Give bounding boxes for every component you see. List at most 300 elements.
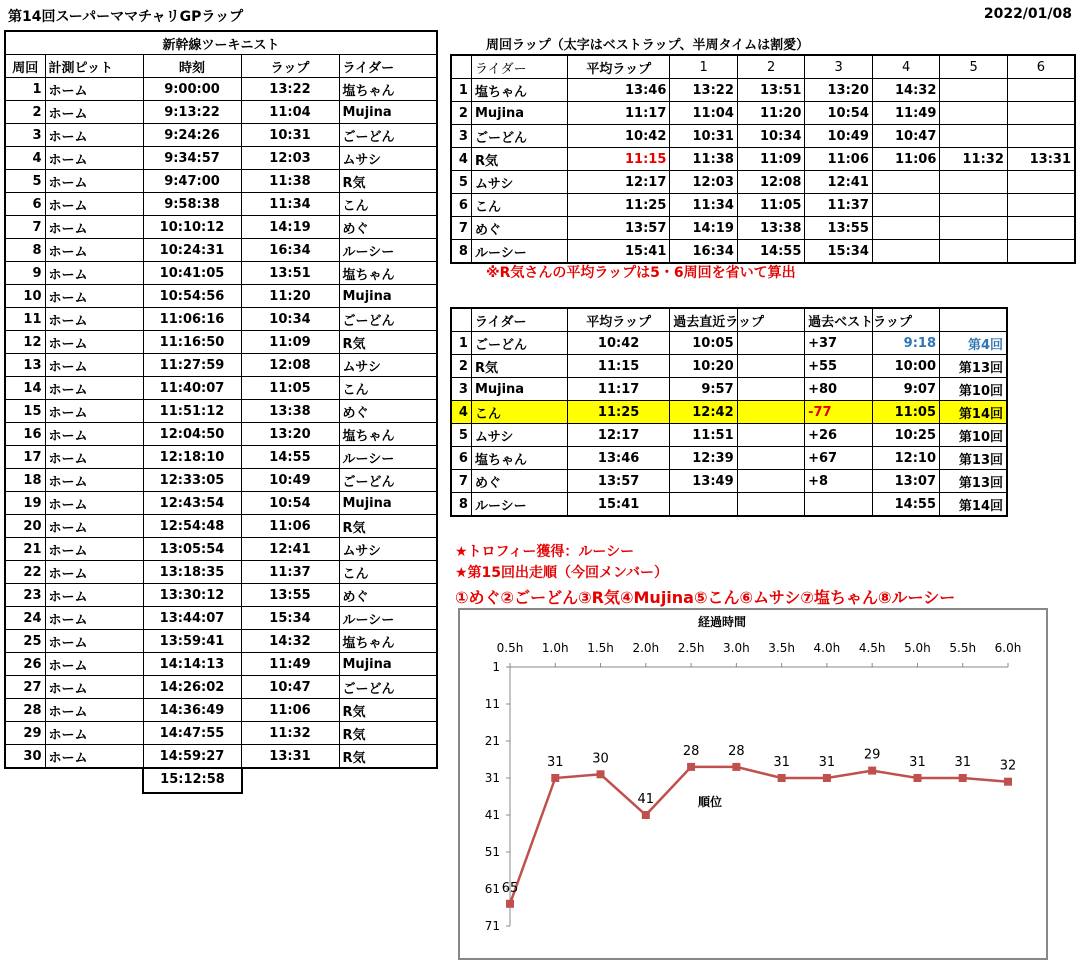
lap-cell: 14 bbox=[5, 377, 45, 400]
rider-lap: 11:38 bbox=[670, 148, 738, 171]
rider-lap: 11:49 bbox=[872, 102, 940, 125]
lap-cell: 13:44:07 bbox=[143, 607, 241, 630]
comparison-recent: 12:39 bbox=[670, 447, 737, 470]
lap-cell: 13:51 bbox=[241, 262, 339, 285]
x-tick-label: 5.0h bbox=[904, 641, 931, 655]
comparison-table bbox=[450, 307, 1008, 517]
lap-cell: 12:43:54 bbox=[143, 492, 241, 515]
table-row bbox=[5, 469, 437, 492]
rider-laps-table bbox=[450, 54, 1076, 264]
comparison-no: 6 bbox=[451, 447, 471, 470]
lap-cell: ホーム bbox=[45, 446, 143, 469]
lap-cell: 塩ちゃん bbox=[339, 630, 437, 653]
lap-cell: 10:10:12 bbox=[143, 216, 241, 239]
comparison-no: 3 bbox=[451, 378, 471, 401]
lap-cell: 12:33:05 bbox=[143, 469, 241, 492]
rider-lap bbox=[940, 79, 1008, 102]
rider-lap bbox=[1007, 79, 1075, 102]
table-row bbox=[5, 147, 437, 170]
table-row bbox=[451, 401, 1007, 424]
rider-lap bbox=[940, 194, 1008, 217]
comparison-spacer bbox=[737, 493, 804, 517]
lap-cell: 11 bbox=[5, 308, 45, 331]
table-row bbox=[5, 538, 437, 561]
rider-avg-lap: 13:46 bbox=[568, 79, 670, 102]
comparison-corner bbox=[451, 308, 471, 332]
rider-laps-col-header: 5 bbox=[940, 55, 1008, 79]
rank-point bbox=[959, 774, 967, 782]
rank-point bbox=[551, 774, 559, 782]
comparison-best: 9:07 bbox=[872, 378, 939, 401]
table-row bbox=[5, 216, 437, 239]
rider-lap: 13:55 bbox=[805, 217, 873, 240]
lap-cell: 9:00:00 bbox=[143, 78, 241, 101]
lap-cell: 2 bbox=[5, 101, 45, 124]
table-row bbox=[5, 584, 437, 607]
lap-cell: 10:31 bbox=[241, 124, 339, 147]
rider-lap: 11:06 bbox=[872, 148, 940, 171]
y-tick-label: 31 bbox=[484, 771, 500, 785]
comparison-round: 第4回 bbox=[940, 332, 1007, 355]
lap-cell: ホーム bbox=[45, 331, 143, 354]
lap-cell: 13:59:41 bbox=[143, 630, 241, 653]
lap-col-header: ライダー bbox=[339, 55, 437, 78]
comparison-avg: 10:42 bbox=[568, 332, 670, 355]
table-row bbox=[451, 217, 1075, 240]
comparison-recent: 11:51 bbox=[670, 424, 737, 447]
comparison-round: 第13回 bbox=[940, 355, 1007, 378]
lap-cell: 19 bbox=[5, 492, 45, 515]
y-tick-label: 41 bbox=[484, 808, 500, 822]
lap-cell: ホーム bbox=[45, 538, 143, 561]
lap-cell: 14:14:13 bbox=[143, 653, 241, 676]
rider-avg-lap: 15:41 bbox=[568, 240, 670, 264]
order-title: ★第15回出走順（今回メンバー） bbox=[455, 565, 669, 581]
lap-cell: ホーム bbox=[45, 676, 143, 699]
rider-lap: 11:37 bbox=[805, 194, 873, 217]
comparison-recent: 12:42 bbox=[670, 401, 737, 424]
comparison-no: 5 bbox=[451, 424, 471, 447]
comparison-avg: 15:41 bbox=[568, 493, 670, 517]
comparison-best: 9:18 bbox=[872, 332, 939, 355]
comparison-avg: 11:25 bbox=[568, 401, 670, 424]
lap-cell: 10:47 bbox=[241, 676, 339, 699]
comparison-diff: +67 bbox=[805, 447, 872, 470]
lap-cell: 12:18:10 bbox=[143, 446, 241, 469]
rank-data-label: 31 bbox=[954, 755, 972, 770]
lap-cell: ホーム bbox=[45, 630, 143, 653]
rider-name: ルーシー bbox=[471, 240, 567, 264]
lap-cell: ごーどん bbox=[339, 676, 437, 699]
rider-no: 6 bbox=[451, 194, 471, 217]
rider-lap: 11:32 bbox=[940, 148, 1008, 171]
rank-point bbox=[597, 770, 605, 778]
comparison-best: 10:00 bbox=[872, 355, 939, 378]
table-row bbox=[5, 354, 437, 377]
lap-cell: 11:09 bbox=[241, 331, 339, 354]
x-tick-label: 2.0h bbox=[632, 641, 660, 655]
lap-col-header: 時刻 bbox=[143, 55, 241, 78]
rider-avg-lap: 13:57 bbox=[568, 217, 670, 240]
chart-title: 経過時間 bbox=[697, 615, 747, 629]
lap-cell: 30 bbox=[5, 745, 45, 769]
rank-point bbox=[823, 774, 831, 782]
comparison-spacer bbox=[737, 332, 804, 355]
y-tick-label: 71 bbox=[484, 919, 500, 933]
lap-cell: ホーム bbox=[45, 308, 143, 331]
start-order: ①めぐ②ごーどん③R気④Mujina⑤こん⑥ムサシ⑦塩ちゃん⑧ルーシー bbox=[455, 588, 956, 607]
lap-cell: ホーム bbox=[45, 170, 143, 193]
rider-lap bbox=[1007, 171, 1075, 194]
rank-chart bbox=[458, 608, 1048, 960]
rider-laps-col-header: ライダー bbox=[471, 55, 567, 79]
rider-lap bbox=[1007, 194, 1075, 217]
table-row bbox=[5, 492, 437, 515]
lap-cell: R気 bbox=[339, 170, 437, 193]
table-row bbox=[5, 331, 437, 354]
lap-cell: ルーシー bbox=[339, 239, 437, 262]
comparison-no: 7 bbox=[451, 470, 471, 493]
lap-cell: 22 bbox=[5, 561, 45, 584]
lap-cell: ホーム bbox=[45, 285, 143, 308]
table-row bbox=[5, 630, 437, 653]
rider-laps-col-header: 4 bbox=[872, 55, 940, 79]
rank-point bbox=[732, 763, 740, 771]
rider-avg-lap: 11:15 bbox=[568, 148, 670, 171]
comparison-col-header: 平均ラップ bbox=[568, 308, 670, 332]
rank-point bbox=[913, 774, 921, 782]
comparison-rider: R気 bbox=[471, 355, 567, 378]
table-row bbox=[5, 653, 437, 676]
comparison-diff: +80 bbox=[805, 378, 872, 401]
lap-cell: ホーム bbox=[45, 561, 143, 584]
lap-cell: こん bbox=[339, 193, 437, 216]
lap-cell: 9:47:00 bbox=[143, 170, 241, 193]
comparison-spacer bbox=[737, 378, 804, 401]
rank-point bbox=[506, 900, 514, 908]
rider-lap bbox=[1007, 217, 1075, 240]
lap-cell: ホーム bbox=[45, 354, 143, 377]
lap-cell: 9:13:22 bbox=[143, 101, 241, 124]
lap-cell: 9:24:26 bbox=[143, 124, 241, 147]
y-tick-label: 1 bbox=[492, 660, 500, 674]
rank-data-label: 30 bbox=[592, 751, 609, 767]
rank-data-label: 28 bbox=[728, 743, 745, 759]
comparison-rider: Mujina bbox=[471, 378, 567, 401]
rider-lap bbox=[1007, 125, 1075, 148]
lap-cell: ムサシ bbox=[339, 354, 437, 377]
lap-cell: 11:27:59 bbox=[143, 354, 241, 377]
comparison-col-header: ライダー bbox=[471, 308, 567, 332]
comparison-spacer bbox=[737, 424, 804, 447]
rider-lap: 11:04 bbox=[670, 102, 738, 125]
lap-cell: R気 bbox=[339, 699, 437, 722]
comparison-avg: 12:17 bbox=[568, 424, 670, 447]
lap-cell: 14:36:49 bbox=[143, 699, 241, 722]
lap-cell: 14:55 bbox=[241, 446, 339, 469]
comparison-avg: 13:57 bbox=[568, 470, 670, 493]
x-tick-label: 5.5h bbox=[949, 641, 977, 655]
rider-lap bbox=[1007, 102, 1075, 125]
table-row bbox=[451, 470, 1007, 493]
lap-cell: 3 bbox=[5, 124, 45, 147]
lap-cell: ホーム bbox=[45, 492, 143, 515]
rank-chart-svg bbox=[460, 610, 1046, 958]
comparison-round: 第13回 bbox=[940, 470, 1007, 493]
lap-cell: 13:18:35 bbox=[143, 561, 241, 584]
lap-cell: ホーム bbox=[45, 469, 143, 492]
lap-cell: ホーム bbox=[45, 722, 143, 745]
lap-cell: 塩ちゃん bbox=[339, 78, 437, 101]
table-row bbox=[5, 699, 437, 722]
table-row bbox=[451, 79, 1075, 102]
lap-cell: ごーどん bbox=[339, 124, 437, 147]
lap-cell: ホーム bbox=[45, 216, 143, 239]
lap-cell: 21 bbox=[5, 538, 45, 561]
rank-point bbox=[778, 774, 786, 782]
table-row bbox=[5, 722, 437, 745]
table-row bbox=[451, 240, 1075, 264]
lap-cell: 26 bbox=[5, 653, 45, 676]
series-label: 順位 bbox=[697, 795, 723, 809]
rider-lap bbox=[872, 240, 940, 264]
rider-avg-lap: 10:42 bbox=[568, 125, 670, 148]
lap-cell: R気 bbox=[339, 515, 437, 538]
date-label: 2022/01/08 bbox=[983, 6, 1072, 22]
comparison-no: 2 bbox=[451, 355, 471, 378]
y-tick-label: 11 bbox=[484, 697, 500, 711]
rider-lap: 13:51 bbox=[737, 79, 805, 102]
comparison-avg: 11:15 bbox=[568, 355, 670, 378]
lap-cell: 14:59:27 bbox=[143, 745, 241, 769]
rider-lap: 11:09 bbox=[737, 148, 805, 171]
lap-cell: 11:51:12 bbox=[143, 400, 241, 423]
rider-no: 7 bbox=[451, 217, 471, 240]
lap-cell: R気 bbox=[339, 745, 437, 769]
lap-cell: こん bbox=[339, 561, 437, 584]
rank-point bbox=[687, 763, 695, 771]
rider-lap: 12:41 bbox=[805, 171, 873, 194]
rider-laps-col-header: 平均ラップ bbox=[568, 55, 670, 79]
rider-lap bbox=[940, 240, 1008, 264]
trophy-note: ★トロフィー獲得：ルーシー bbox=[455, 544, 635, 560]
x-tick-label: 3.5h bbox=[768, 641, 795, 655]
lap-cell: ムサシ bbox=[339, 538, 437, 561]
comparison-recent: 13:49 bbox=[670, 470, 737, 493]
rider-lap: 12:08 bbox=[737, 171, 805, 194]
table-row bbox=[5, 446, 437, 469]
lap-cell: 13:38 bbox=[241, 400, 339, 423]
x-tick-label: 4.5h bbox=[858, 641, 886, 655]
lap-cell: 16:34 bbox=[241, 239, 339, 262]
comparison-spacer bbox=[737, 447, 804, 470]
rider-avg-lap: 12:17 bbox=[568, 171, 670, 194]
lap-cell: ホーム bbox=[45, 423, 143, 446]
finish-time: 15:12:58 bbox=[142, 768, 243, 794]
rider-lap: 13:22 bbox=[670, 79, 738, 102]
lap-cell: 10:54 bbox=[241, 492, 339, 515]
lap-cell: めぐ bbox=[339, 216, 437, 239]
rank-point bbox=[642, 811, 650, 819]
lap-cell: 14:32 bbox=[241, 630, 339, 653]
rider-lap: 16:34 bbox=[670, 240, 738, 264]
rider-name: R気 bbox=[471, 148, 567, 171]
comparison-best: 10:25 bbox=[872, 424, 939, 447]
comparison-no: 8 bbox=[451, 493, 471, 517]
lap-cell: 5 bbox=[5, 170, 45, 193]
rider-lap: 13:38 bbox=[737, 217, 805, 240]
table-row bbox=[5, 78, 437, 101]
lap-cell: 11:16:50 bbox=[143, 331, 241, 354]
lap-cell: ホーム bbox=[45, 101, 143, 124]
rank-data-label: 31 bbox=[773, 755, 790, 770]
lap-cell: めぐ bbox=[339, 400, 437, 423]
lap-cell: ムサシ bbox=[339, 147, 437, 170]
lap-cell: 11:05 bbox=[241, 377, 339, 400]
lap-cell: 11:04 bbox=[241, 101, 339, 124]
lap-cell: 11:34 bbox=[241, 193, 339, 216]
lap-cell: ルーシー bbox=[339, 446, 437, 469]
lap-cell: ごーどん bbox=[339, 469, 437, 492]
rider-no: 1 bbox=[451, 79, 471, 102]
x-tick-label: 6.0h bbox=[994, 641, 1022, 655]
lap-cell: 10:54:56 bbox=[143, 285, 241, 308]
lap-col-header: 周回 bbox=[5, 55, 45, 78]
table-row bbox=[5, 676, 437, 699]
rider-lap: 13:31 bbox=[1007, 148, 1075, 171]
table-row bbox=[5, 239, 437, 262]
lap-cell: 6 bbox=[5, 193, 45, 216]
rider-lap bbox=[940, 217, 1008, 240]
lap-cell: 16 bbox=[5, 423, 45, 446]
lap-cell: 13:22 bbox=[241, 78, 339, 101]
y-tick-label: 51 bbox=[484, 845, 500, 859]
rider-lap bbox=[940, 102, 1008, 125]
table-row bbox=[5, 561, 437, 584]
lap-cell: Mujina bbox=[339, 653, 437, 676]
comparison-diff: +55 bbox=[805, 355, 872, 378]
lap-cell: 11:32 bbox=[241, 722, 339, 745]
table-row bbox=[5, 308, 437, 331]
lap-cell: ホーム bbox=[45, 377, 143, 400]
comparison-diff: +26 bbox=[805, 424, 872, 447]
lap-cell: ホーム bbox=[45, 653, 143, 676]
lap-cell: 27 bbox=[5, 676, 45, 699]
lap-cell: ホーム bbox=[45, 400, 143, 423]
rider-laps-note: ※R気さんの平均ラップは5・6周回を省いて算出 bbox=[486, 265, 796, 281]
rider-lap: 14:55 bbox=[737, 240, 805, 264]
table-row bbox=[5, 124, 437, 147]
lap-cell: 9 bbox=[5, 262, 45, 285]
lap-cell: 13:55 bbox=[241, 584, 339, 607]
page-title: 第14回スーパーママチャリGPラップ bbox=[8, 9, 244, 25]
lap-cell: 9:58:38 bbox=[143, 193, 241, 216]
lap-cell: 12:04:50 bbox=[143, 423, 241, 446]
x-tick-label: 3.0h bbox=[723, 641, 750, 655]
rider-no: 2 bbox=[451, 102, 471, 125]
rider-name: こん bbox=[471, 194, 567, 217]
x-tick-label: 1.0h bbox=[541, 641, 569, 655]
table-row bbox=[5, 101, 437, 124]
lap-cell: ホーム bbox=[45, 124, 143, 147]
comparison-spacer bbox=[737, 401, 804, 424]
comparison-col-header: 過去ベストラップ bbox=[805, 308, 872, 332]
table-row bbox=[5, 745, 437, 769]
table-row bbox=[5, 607, 437, 630]
comparison-round: 第14回 bbox=[940, 401, 1007, 424]
comparison-recent: 9:57 bbox=[670, 378, 737, 401]
table-row bbox=[451, 102, 1075, 125]
rider-lap: 10:54 bbox=[805, 102, 873, 125]
rider-lap bbox=[940, 125, 1008, 148]
lap-cell: 12:41 bbox=[241, 538, 339, 561]
lap-cell: 12:03 bbox=[241, 147, 339, 170]
table-row bbox=[451, 125, 1075, 148]
rider-laps-col-header: 6 bbox=[1007, 55, 1075, 79]
lap-cell: 23 bbox=[5, 584, 45, 607]
table-row bbox=[5, 400, 437, 423]
lap-cell: ホーム bbox=[45, 515, 143, 538]
lap-cell: 28 bbox=[5, 699, 45, 722]
rank-data-label: 29 bbox=[863, 747, 881, 763]
lap-col-header: ラップ bbox=[241, 55, 339, 78]
comparison-rider: 塩ちゃん bbox=[471, 447, 567, 470]
comparison-spacer bbox=[737, 355, 804, 378]
lap-cell: 20 bbox=[5, 515, 45, 538]
rider-no: 8 bbox=[451, 240, 471, 264]
rider-lap bbox=[1007, 240, 1075, 264]
comparison-recent bbox=[670, 493, 737, 517]
lap-cell: 12:08 bbox=[241, 354, 339, 377]
comparison-round: 第13回 bbox=[940, 447, 1007, 470]
table-row bbox=[451, 194, 1075, 217]
lap-cell: ホーム bbox=[45, 193, 143, 216]
rider-avg-lap: 11:17 bbox=[568, 102, 670, 125]
lap-cell: 7 bbox=[5, 216, 45, 239]
comparison-best: 11:05 bbox=[872, 401, 939, 424]
rider-lap: 10:47 bbox=[872, 125, 940, 148]
comparison-diff: +8 bbox=[805, 470, 872, 493]
lap-cell: 塩ちゃん bbox=[339, 262, 437, 285]
table-row bbox=[5, 262, 437, 285]
lap-cell: めぐ bbox=[339, 584, 437, 607]
rider-lap: 11:06 bbox=[805, 148, 873, 171]
comparison-diff bbox=[805, 493, 872, 517]
lap-cell: 10:24:31 bbox=[143, 239, 241, 262]
lap-cell: 15 bbox=[5, 400, 45, 423]
lap-cell: 8 bbox=[5, 239, 45, 262]
lap-cell: Mujina bbox=[339, 285, 437, 308]
lap-cell: 11:49 bbox=[241, 653, 339, 676]
comparison-rider: ごーどん bbox=[471, 332, 567, 355]
lap-cell: ホーム bbox=[45, 699, 143, 722]
rider-laps-col-header: 2 bbox=[737, 55, 805, 79]
lap-cell: 11:06 bbox=[241, 699, 339, 722]
rider-lap: 10:34 bbox=[737, 125, 805, 148]
y-tick-label: 61 bbox=[484, 882, 500, 896]
lap-cell: 14:26:02 bbox=[143, 676, 241, 699]
rank-data-label: 31 bbox=[909, 755, 926, 770]
table-row bbox=[451, 355, 1007, 378]
lap-cell: 塩ちゃん bbox=[339, 423, 437, 446]
comparison-diff: -77 bbox=[805, 401, 872, 424]
lap-cell: 11:38 bbox=[241, 170, 339, 193]
lap-cell: 11:06 bbox=[241, 515, 339, 538]
lap-cell: Mujina bbox=[339, 101, 437, 124]
x-tick-label: 4.0h bbox=[813, 641, 841, 655]
comparison-round: 第10回 bbox=[940, 378, 1007, 401]
comparison-avg: 13:46 bbox=[568, 447, 670, 470]
